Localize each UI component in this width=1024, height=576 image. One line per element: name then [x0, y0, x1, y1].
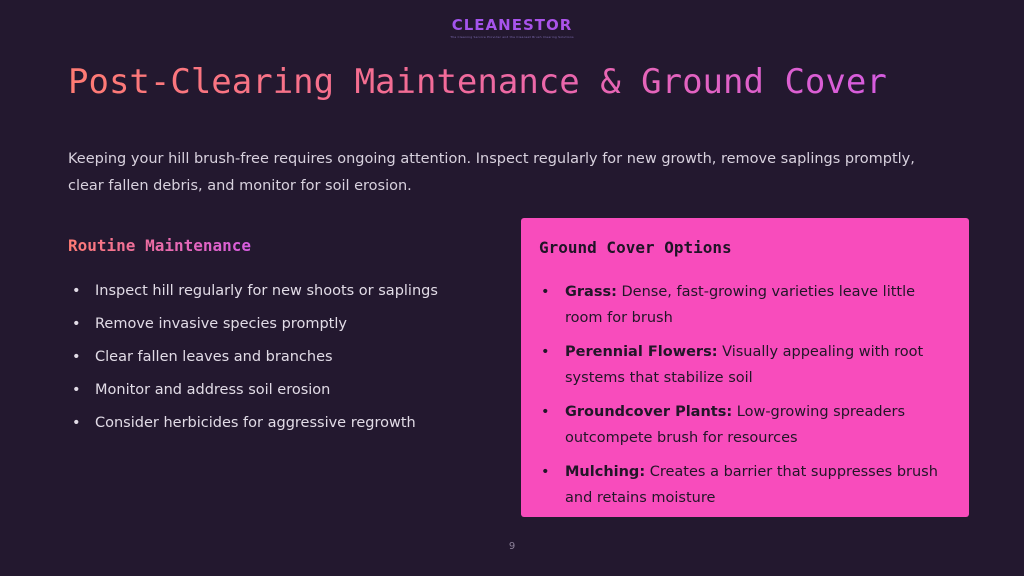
routine-maintenance-list	[68, 280, 488, 445]
item-term: Perennial Flowers:	[565, 344, 718, 360]
list-item: • Monitor and address soil erosion	[68, 379, 488, 412]
routine-maintenance-heading: Routine Maintenance	[68, 236, 252, 255]
list-item: • Remove invasive species promptly	[68, 313, 488, 346]
list-item	[539, 459, 951, 511]
ground-cover-heading: Ground Cover Options	[539, 238, 732, 257]
item-term: Grass:	[565, 284, 617, 300]
intro-paragraph: Keeping your hill brush-free requires ongoing attention. Inspect regularly for new growth, remove saplings promptly, clear fallen debris, and monitor for soil erosion.	[68, 151, 915, 194]
ground-cover-list	[539, 279, 951, 511]
list-item	[539, 399, 951, 451]
ground-cover-card	[521, 218, 969, 517]
item-term: Mulching:	[565, 464, 646, 480]
logo-text: CLEANESTOR	[0, 16, 1024, 34]
item-description: Creates a barrier that suppresses brush and retains moisture	[565, 464, 938, 506]
item-description: Low-growing spreaders outcompete brush for resources	[565, 404, 906, 446]
list-item	[539, 279, 951, 331]
logo-tagline: The Cleaning Service Provider and the Cleanest Brush Clearing Solutions	[450, 35, 574, 39]
list-item	[539, 339, 951, 391]
list-item: • Clear fallen leaves and branches	[68, 346, 488, 379]
slide-title: Post-Clearing Maintenance & Ground Cover	[68, 62, 887, 102]
item-term: Groundcover Plants:	[565, 404, 733, 420]
list-item: • Inspect hill regularly for new shoots or saplings	[68, 280, 488, 313]
brand-logo	[0, 16, 1024, 39]
item-description: Visually appealing with root systems that stabilize soil	[565, 344, 924, 386]
page-number: 9	[508, 541, 516, 552]
item-description: Dense, fast-growing varieties leave little room for brush	[565, 284, 916, 326]
list-item: • Consider herbicides for aggressive regrowth	[68, 412, 488, 445]
